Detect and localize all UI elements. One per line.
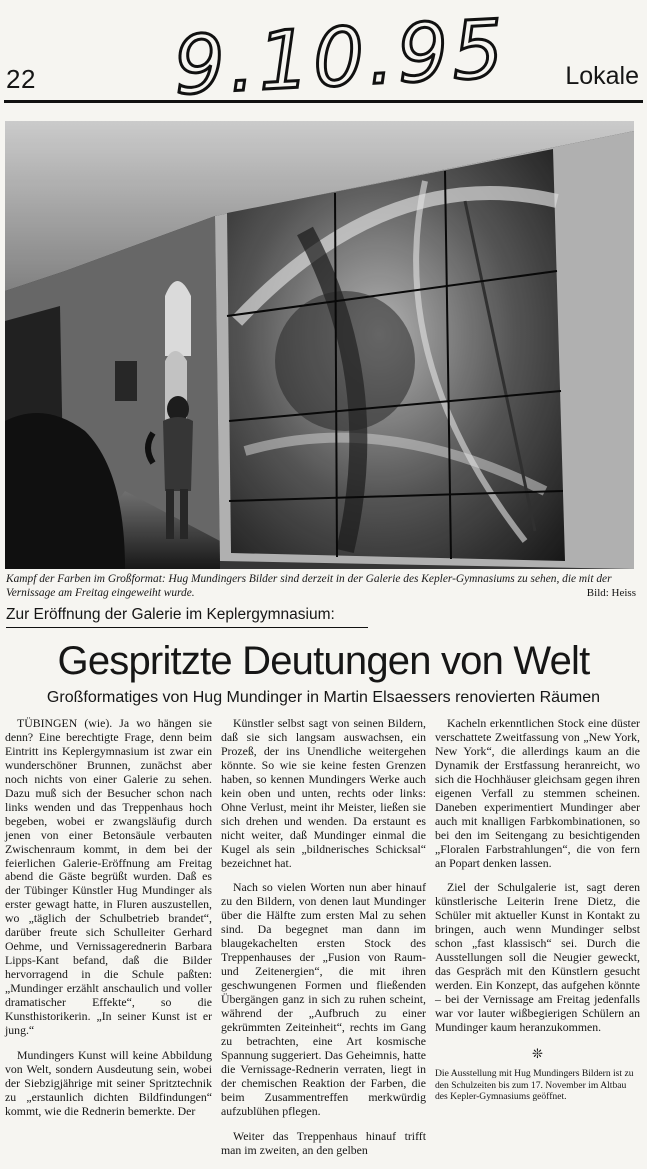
exhibition-note: Die Ausstellung mit Hug Mundingers Bildern ist zu den Schulzeiten bis zum 17. November im Altbau des Kepler-Gymnasiums geöffnet. <box>435 1067 634 1103</box>
paragraph: Kacheln erkenntlichen Stock eine düster verschattete Zweitfassung von „New York, New York“, die allerdings kaum an die Dynamik der Erstfassung heranreicht, wo sich die Hochhäuser gleichsam gegen ihren eigenen Verfall zu stemmen scheinen. Daneben experimentiert Mundinger aber auch mit knalligen Farbkombinationen, so bei den im Seitengang zu besichtigenden „Floralen Farbstrahlungen“, die von fern an Popart denken lassen. <box>435 716 640 870</box>
kicker-underline <box>6 627 368 628</box>
paragraph: Künstler selbst sagt von seinen Bildern, daß sie sich langsam auswachsen, ein Prozeß, der ins Unendliche weitergehen könnte. So wie sie keine festen Grenzen haben, so kennen Mundingers Werke auch kein oben und unten, rechts oder links: Ohne Verlust, meint ihr Meister, ließen sie sich drehen und wenden. Da erstaunt es nicht weiter, daß Mundinger einmal die Kugel als sein „bildnerisches Schicksal“ bezeichnet hat. <box>221 716 426 870</box>
paragraph: Weiter das Treppenhaus hinauf trifft man im zweiten, an den gelben <box>221 1128 426 1157</box>
article-column-2 <box>221 717 426 1169</box>
photo-caption-text: Kampf der Farben im Großformat: Hug Mundingers Bilder sind derzeit in der Galerie des Kepler-Gymnasiums zu sehen, die mit der Vernissage am Freitag eingeweiht wurde. <box>6 573 612 599</box>
article-column-1 <box>5 717 212 1130</box>
paragraph: TÜBINGEN (wie). Ja wo hängen sie denn? Eine berechtigte Frage, denn beim Eintritt ins Keplergymnasium ist zwar ein wunderschöner Brunnen, zunächst aber noch nichts von einer Galerie zu sehen. Dazu muß sich der Besucher schon nach links wenden und das Treppenhaus hoch begeben, wobei er zwangsläufig durch jenen von einer Betonsäule verbauten Zwischenraum kommt, in dem bei der feierlichen Galerie-Eröffnung am Freitag abend die Gäste begrüßt wurden. Daß es der Tübinger Künstler Hug Mundinger als erster gewagt hatte, in Fluren auszustellen, wo „täglich der Schulbetrieb brandet“, darüber freute sich Schulleiter Gerhard Oehme, und Vernissagerednerin Barbara Lipps-Kant befand, daß die Bilder hervorragend in die Schule paßten: „Mundinger erzählt anschaulich und voller dramatischer Effekte“, so die Kunsthistorikerin. „In seiner Kunst ist er jung.“ <box>5 716 212 1037</box>
article-deck: Großformatiges von Hug Mundinger in Martin Elsaessers renovierten Räumen <box>46 689 601 706</box>
ornament-icon: ❊ <box>532 1045 543 1061</box>
gallery-photo <box>5 121 634 569</box>
section-title: Lokale <box>565 62 639 90</box>
paragraph: Mundingers Kunst will keine Abbildung von Welt, sondern Ausdeutung sein, wobei der Siebzigjährige mit seiner Spritztechnik zu „erstaunlich dichten Bildfindungen“ kommt, wie die Rednerin bemerkte. Der <box>5 1047 212 1118</box>
paragraph: Ziel der Schulgalerie ist, sagt deren künstlerische Leiterin Irene Dietz, die Schüler mit aktueller Kunst in Kontakt zu bringen, auch wenn Mundinger selbst schon „fast klassisch“ sei. Durch die Ausstellungen soll die Neugier geweckt, das Gespräch mit den Künstlern gesucht werden. Ein Konzept, das aufgehen könnte – bei der Vernissage am Freitag jedenfalls war vor lauter wißbegierigen Schülern an Mundinger kaum heranzukommen. <box>435 880 640 1035</box>
handwritten-date-text: 9.10.95 <box>171 2 510 113</box>
page-number: 22 <box>6 64 36 94</box>
article-headline: Gespritzte Deutungen von Welt <box>57 639 590 683</box>
gallery-photo-illustration <box>5 121 634 569</box>
article-kicker: Zur Eröffnung der Galerie im Keplergymnasium: <box>6 606 335 623</box>
photo-credit: Bild: Heiss <box>586 587 636 599</box>
header-rule <box>4 100 643 103</box>
paragraph: Nach so vielen Worten nun aber hinauf zu den Bildern, von denen laut Mundinger über die Hälfte zum ersten Mal zu sehen sind. Da begegnet man dann im blaugekachelten ersten Stock des Treppenhauses der „Fusion von Raum- und Zeitenergien“, die mit ihren geschwungenen Formen und fließenden Übergängen ganz in sich zu ruhen scheint, während der „Aufbruch zu einer gekrümmten Zeiteinheit“, rechts im Gang zu betrachten, eine Art kosmische Spannung suggeriert. Das Geheimnis, hatte die Vernissage-Rednerin verraten, liegt in der chemischen Reaktion der Farben, die beim Zusammentreffen merkwürdig aufzublühen pflegen. <box>221 880 426 1118</box>
photo-caption <box>6 572 636 600</box>
handwritten-date <box>170 0 510 113</box>
article-column-3 <box>435 717 640 1114</box>
